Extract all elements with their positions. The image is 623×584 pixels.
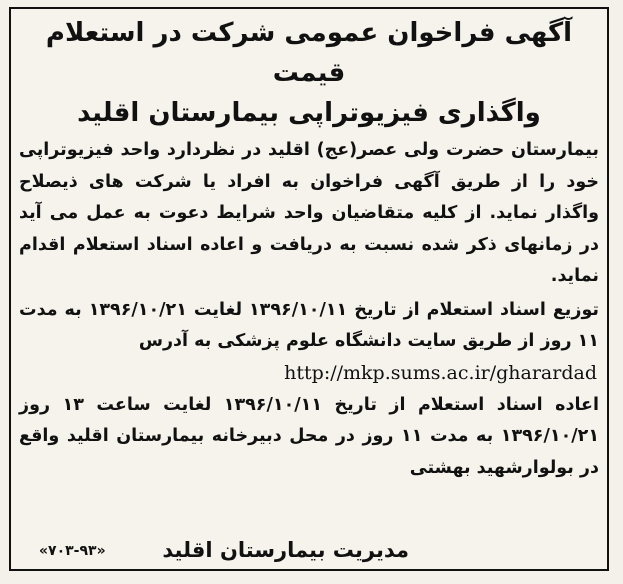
notice-content [19, 9, 599, 569]
distribution-text: توزیع اسناد استعلام از تاریخ ۱۳۹۶/۱۰/۱۱ لغایت ۱۳۹۶/۱۰/۲۱ به مدت ۱۱ روز از طریق سایت دانشگاه علوم پزشکی به آدرس [19, 299, 599, 351]
notice-code: «۷۰۳-۹۳» [39, 543, 106, 559]
notice-frame [9, 7, 609, 571]
notice-title [19, 13, 599, 133]
title-line-2: واگذاری فیزیوتراپی بیمارستان اقلید [77, 98, 541, 128]
notice-footer [19, 535, 599, 565]
website-url: http://mkp.sums.ac.ir/gharardad [284, 361, 597, 384]
return-docs-text: اعاده اسناد استعلام از تاریخ ۱۳۹۶/۱۰/۱۱ لغایت ساعت ۱۳ روز ۱۳۹۶/۱۰/۲۱ به مدت ۱۱ روز در محل دبیرخانه بیمارستان اقلید واقع در بولوارشهید بهشتی [19, 394, 600, 478]
signature: مدیریت بیمارستان اقلید [162, 538, 409, 562]
title-line-1: آگهی فراخوان عمومی شرکت در استعلام قیمت [45, 18, 573, 88]
notice-body: بیمارستان حضرت ولی عصر(عج) اقلید در نظردارد واحد فیزیوتراپی خود را از طریق آگهی فراخوان به افراد یا شرکت های ذیصلاح واگذار نماید. از کلیه متقاضیان واحد شرایط دعوت به عمل می آید در زمانهای ذکر شده نسبت به دریافت و اعاده اسناد استعلام اقدام نماید. [19, 140, 599, 286]
